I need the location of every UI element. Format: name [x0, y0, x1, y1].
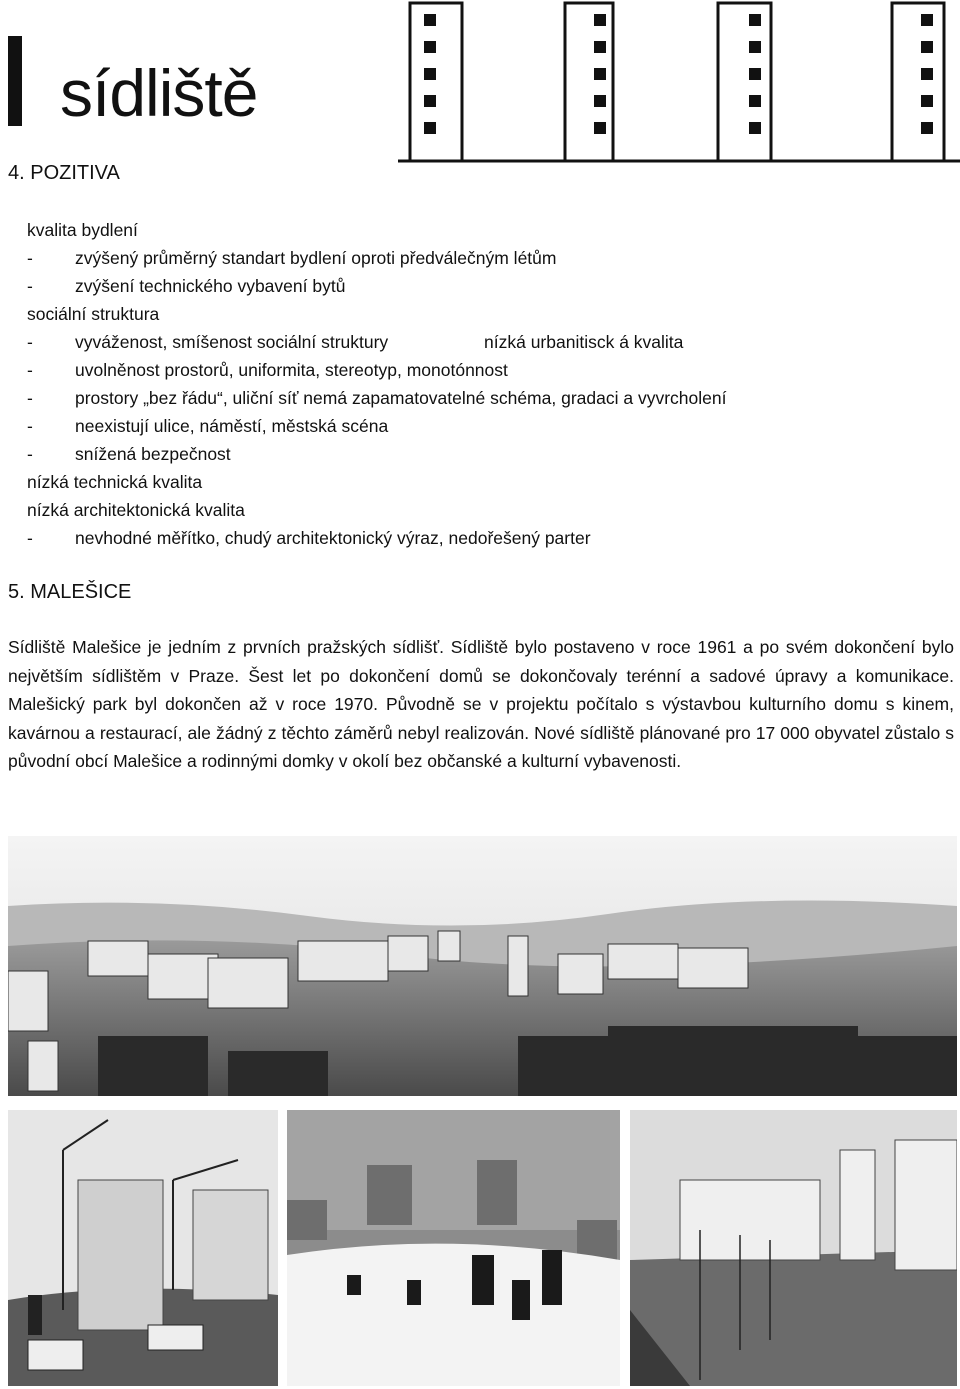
- tower-blocks-illustration: [398, 0, 960, 165]
- winter-sledding-photo: [287, 1110, 620, 1386]
- window-square: [594, 95, 606, 107]
- list-item: [27, 244, 947, 272]
- window-square: [921, 95, 933, 107]
- list-dash: -: [27, 332, 33, 352]
- window-square: [749, 122, 761, 134]
- list-item: [27, 356, 947, 384]
- list-item-text: nevhodné měřítko, chudý architektonický výraz, nedořešený parter: [75, 528, 591, 548]
- window-square: [749, 41, 761, 53]
- list-item: [27, 272, 947, 300]
- title-bar-mark: [8, 36, 22, 126]
- list-dash: -: [27, 388, 33, 408]
- list-item-text: prostory „bez řádu“, uliční síť nemá zapamatovatelné schéma, gradaci a vyvrcholení: [75, 388, 727, 408]
- list-dash: -: [27, 444, 33, 464]
- section-4-heading: 4. POZITIVA: [8, 162, 120, 184]
- positives-list: [27, 216, 947, 552]
- list-item: [27, 524, 947, 552]
- crane-construction-photo: [8, 1110, 278, 1386]
- list-subheading: kvalita bydlení: [27, 220, 138, 240]
- list-dash: -: [27, 276, 33, 296]
- window-square: [921, 122, 933, 134]
- list-item: [27, 412, 947, 440]
- window-square: [594, 122, 606, 134]
- list-subheading: nízká architektonická kvalita: [27, 500, 245, 520]
- street-blocks-photo: [630, 1110, 957, 1386]
- window-square: [749, 68, 761, 80]
- malesice-paragraph: Sídliště Malešice je jedním z prvních pražských sídlišť. Sídliště bylo postaveno v roce 1961 a po svém dokončení bylo největším sídlištěm v Praze. Šest let po dokončení domů se dokončovaly terénní a sadové úpravy a komunikace. Malešický park byl dokončen až v roce 1970. Původně se v projektu počítalo s výstavbou kulturního domu s kinem, kavárnou a restaurací, ale žádný z těchto záměrů nebyl realizován. Nové sídliště plánované pro 17 000 obyvatel zůstalo s původní obcí Malešice a rodinnými domky v okolí bez občanské a kulturní vybavenosti.: [8, 637, 954, 771]
- window-square: [921, 14, 933, 26]
- page-title: sídliště: [60, 56, 258, 130]
- list-item: [27, 328, 947, 356]
- window-square: [921, 41, 933, 53]
- list-subheading: nízká technická kvalita: [27, 472, 203, 492]
- window-square: [424, 41, 436, 53]
- panorama-photo: [8, 836, 957, 1096]
- list-item-text: uvolněnost prostorů, uniformita, stereotyp, monotónnost: [75, 360, 508, 380]
- list-item-text: snížená bezpečnost: [75, 444, 231, 464]
- window-square: [424, 95, 436, 107]
- window-square: [594, 68, 606, 80]
- section-5-heading: 5. MALEŠICE: [8, 581, 132, 603]
- window-square: [594, 14, 606, 26]
- window-square: [749, 14, 761, 26]
- list-item-text: vyváženost, smíšenost sociální struktury: [75, 332, 389, 352]
- window-square: [594, 41, 606, 53]
- window-square: [424, 122, 436, 134]
- list-dash: -: [27, 528, 33, 548]
- list-dash: -: [27, 360, 33, 380]
- window-square: [424, 68, 436, 80]
- list-item: [27, 440, 947, 468]
- list-dash: -: [27, 416, 33, 436]
- window-square: [424, 14, 436, 26]
- window-square: [749, 95, 761, 107]
- list-item-text: zvýšený průměrný standart bydlení oproti předválečným létům: [75, 248, 557, 268]
- list-subheading: sociální struktura: [27, 304, 160, 324]
- list-item-text: zvýšení technického vybavení bytů: [75, 276, 346, 296]
- list-item: [27, 384, 947, 412]
- window-square: [921, 68, 933, 80]
- list-item-text: neexistují ulice, náměstí, městská scéna: [75, 416, 389, 436]
- list-dash: -: [27, 248, 33, 268]
- inline-note: nízká urbanitisck á kvalita: [484, 332, 684, 352]
